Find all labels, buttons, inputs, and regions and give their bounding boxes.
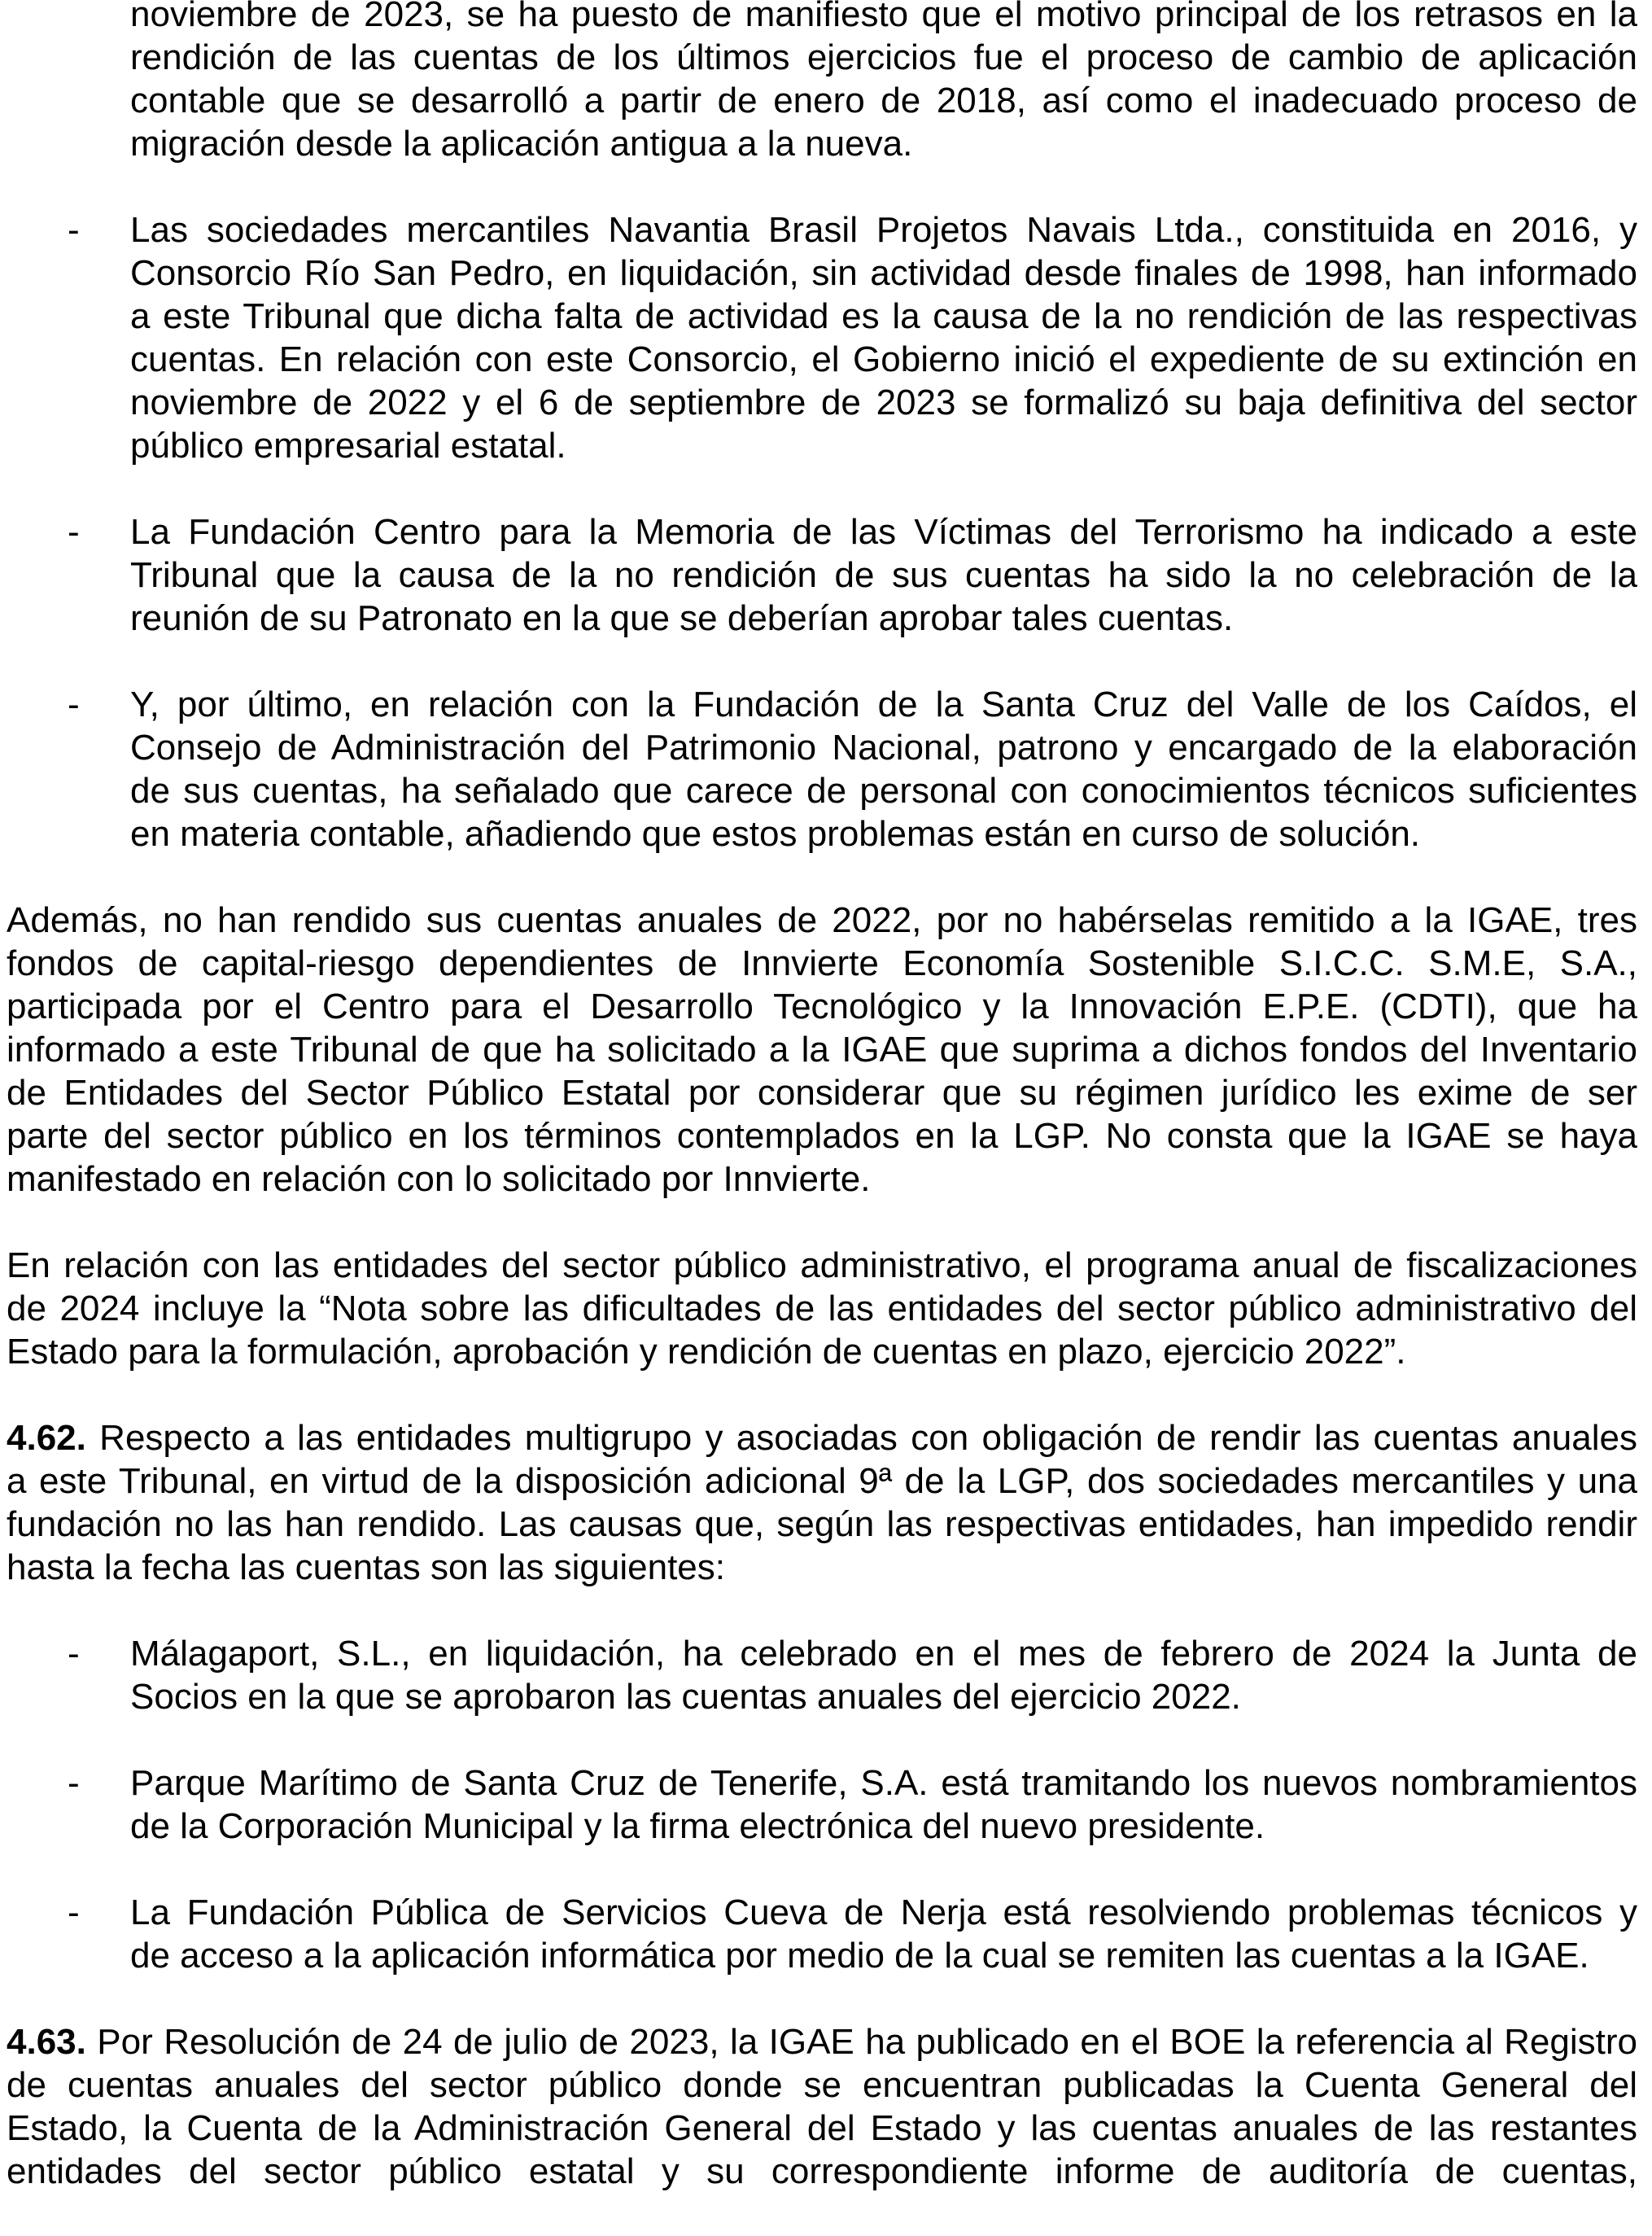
text-line: Socios en la que se aprobaron las cuentas anuales del ejercicio 2022. <box>130 1677 1241 1717</box>
paragraph-4-62 <box>7 1416 1637 1589</box>
text-line: Además, no han rendido sus cuentas anuales de 2022, por no habérselas remitido a la IGAE, tres <box>7 900 1637 940</box>
dash-bullet-icon: - <box>68 210 80 250</box>
section-number: 4.63. <box>7 2022 86 2062</box>
text-line <box>7 2020 1637 2063</box>
text-line: informado a este Tribunal de que ha solicitado a la IGAE que suprima a dichos fondos del Inventario <box>7 1030 1637 1070</box>
text-line: de cuentas anuales del sector público donde se encuentran publicadas la Cuenta General del <box>7 2065 1637 2105</box>
text-line: noviembre de 2022 y el 6 de septiembre de 2023 se formalizó su baja definitiva del sector <box>130 383 1637 422</box>
text-line: entidades del sector público estatal y su correspondiente informe de auditoría de cuentas, <box>7 2151 1637 2191</box>
dash-bullet-icon: - <box>68 685 80 724</box>
text-line: Tribunal que la causa de la no rendición de sus cuentas ha sido la no celebración de la <box>130 555 1637 595</box>
dash-bullet-icon: - <box>68 1634 80 1674</box>
text-line: Málagaport, S.L., en liquidación, ha celebrado en el mes de febrero de 2024 la Junta de <box>130 1634 1637 1674</box>
document-page <box>7 0 1637 2236</box>
text-run: Respecto a las entidades multigrupo y asociadas con obligación de rendir las cuentas anuales <box>85 1418 1637 1458</box>
text-line: En relación con las entidades del sector público administrativo, el programa anual de fiscalizaciones <box>7 1245 1637 1285</box>
text-line: hasta la fecha las cuentas son las siguientes: <box>7 1547 725 1587</box>
dash-bullet-icon: - <box>68 512 80 552</box>
bullet-item-malagaport <box>7 1632 1637 1718</box>
text-line: Estado, la Cuenta de la Administración General del Estado y las cuentas anuales de las restantes <box>7 2108 1637 2148</box>
dash-bullet-icon: - <box>68 1763 80 1803</box>
text-line: fundación no las han rendido. Las causas que, según las respectivas entidades, han impedido rendir <box>7 1504 1637 1544</box>
text-line: parte del sector público en los términos contemplados en la LGP. No consta que la IGAE se haya <box>7 1116 1637 1156</box>
text-line: contable que se desarrolló a partir de enero de 2018, así como el inadecuado proceso de <box>130 81 1637 120</box>
text-line: a este Tribunal que dicha falta de actividad es la causa de la no rendición de las respectivas <box>130 296 1637 336</box>
text-line <box>7 1416 1637 1459</box>
text-line: La Fundación Centro para la Memoria de las Víctimas del Terrorismo ha indicado a este <box>130 512 1637 552</box>
bullet-item-valle-caidos <box>7 683 1637 855</box>
continuation-paragraph <box>7 0 1637 165</box>
paragraph-innvierte <box>7 899 1637 1201</box>
text-line: a este Tribunal, en virtud de la disposición adicional 9ª de la LGP, dos sociedades mercantiles y una <box>7 1461 1637 1501</box>
text-line: Y, por último, en relación con la Fundación de la Santa Cruz del Valle de los Caídos, el <box>130 685 1637 724</box>
text-line: Estado para la formulación, aprobación y rendición de cuentas en plazo, ejercicio 2022”. <box>7 1332 1406 1372</box>
text-line: Las sociedades mercantiles Navantia Brasil Projetos Navais Ltda., constituida en 2016, y <box>130 210 1637 250</box>
bullet-item-parque-maritimo <box>7 1761 1637 1848</box>
paragraph-4-63 <box>7 2020 1637 2193</box>
bullet-item-navantia-consorcio <box>7 208 1637 467</box>
text-line: participada por el Centro para el Desarrollo Tecnológico y la Innovación E.P.E. (CDTI), que ha <box>7 987 1637 1026</box>
text-line: manifestado en relación con lo solicitado por Innvierte. <box>7 1159 871 1199</box>
text-line: de Entidades del Sector Público Estatal por considerar que su régimen jurídico les exime de ser <box>7 1073 1637 1113</box>
text-line: Consejo de Administración del Patrimonio Nacional, patrono y encargado de la elaboración <box>130 728 1637 768</box>
text-line: de sus cuentas, ha señalado que carece de personal con conocimientos técnicos suficientes <box>130 771 1637 811</box>
section-number: 4.62. <box>7 1418 86 1458</box>
text-line: de la Corporación Municipal y la firma electrónica del nuevo presidente. <box>130 1806 1265 1846</box>
text-line: fondos de capital-riesgo dependientes de Innvierte Economía Sostenible S.I.C.C. S.M.E, S.A., <box>7 943 1637 983</box>
text-line: Consorcio Río San Pedro, en liquidación, sin actividad desde finales de 1998, han informado <box>130 253 1637 293</box>
text-line: en materia contable, añadiendo que estos problemas están en curso de solución. <box>130 814 1421 854</box>
paragraph-sector-administrativo <box>7 1244 1637 1373</box>
text-line: cuentas. En relación con este Consorcio, el Gobierno inició el expediente de su extinción en <box>130 339 1637 379</box>
text-line: La Fundación Pública de Servicios Cueva de Nerja está resolviendo problemas técnicos y <box>130 1893 1637 1932</box>
text-line: público empresarial estatal. <box>130 426 566 466</box>
text-line: Parque Marítimo de Santa Cruz de Tenerife, S.A. está tramitando los nuevos nombramientos <box>130 1763 1637 1803</box>
text-line: noviembre de 2023, se ha puesto de manifiesto que el motivo principal de los retrasos en la <box>130 0 1637 34</box>
text-line: reunión de su Patronato en la que se deberían aprobar tales cuentas. <box>130 598 1234 638</box>
text-line: de acceso a la aplicación informática por medio de la cual se remiten las cuentas a la IGAE. <box>130 1936 1589 1976</box>
text-run: Por Resolución de 24 de julio de 2023, la IGAE ha publicado en el BOE la referencia al Registro <box>85 2022 1637 2062</box>
text-line: migración desde la aplicación antigua a la nueva. <box>130 124 913 164</box>
bullet-item-cueva-nerja <box>7 1891 1637 1977</box>
text-line: de 2024 incluye la “Nota sobre las dificultades de las entidades del sector público administrativo del <box>7 1289 1637 1328</box>
bullet-item-fundacion-victimas <box>7 510 1637 640</box>
text-line: rendición de las cuentas de los últimos ejercicios fue el proceso de cambio de aplicación <box>130 37 1637 77</box>
dash-bullet-icon: - <box>68 1893 80 1932</box>
